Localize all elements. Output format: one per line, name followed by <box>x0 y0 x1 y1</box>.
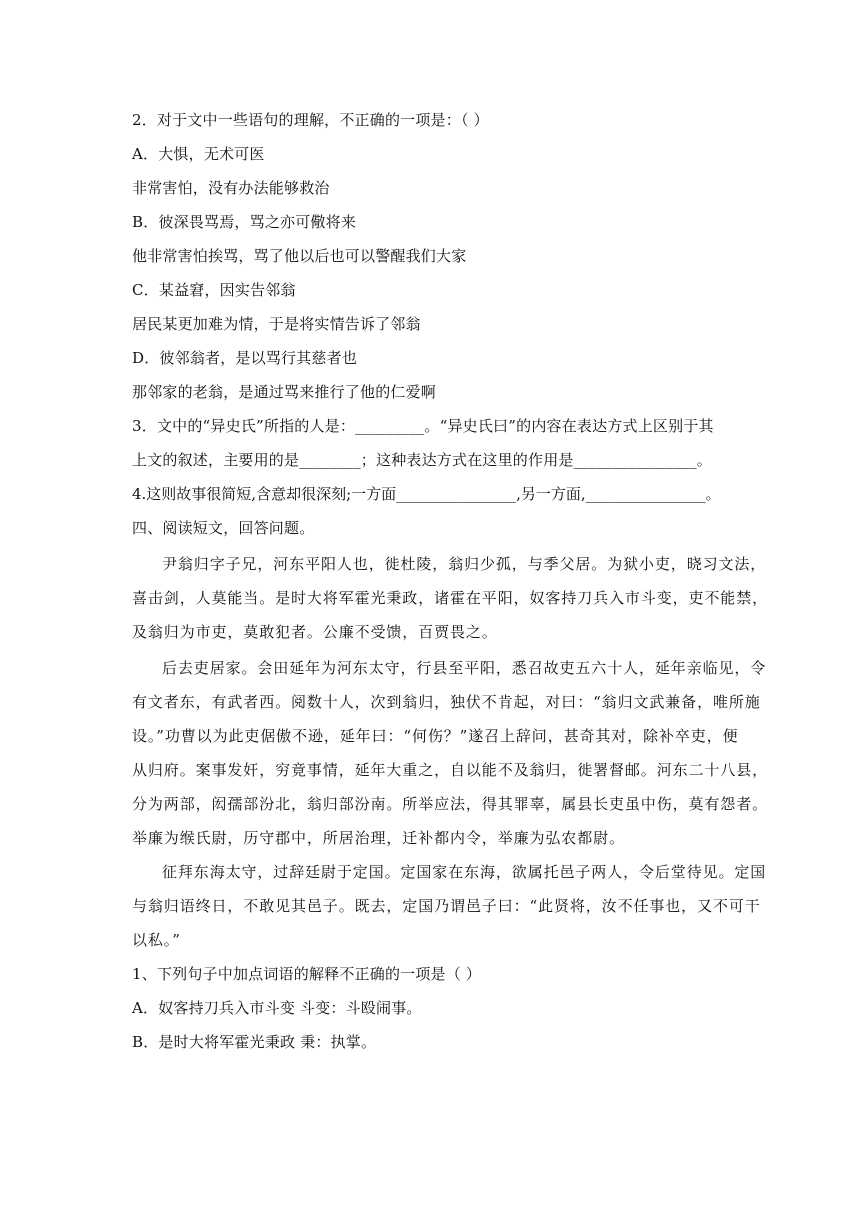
question-2-stem: 2．对于文中一些语句的理解，不正确的一项是：（ ） <box>132 111 489 129</box>
passage-p2-line-2: 有文者东，有武者西。阅数十人，次到翁归，独伏不肯起，对曰：“翁归文武兼备，唯所施 <box>132 693 761 711</box>
option-b: B．彼深畏骂焉，骂之亦可儆将来 <box>132 213 357 231</box>
passage-p2-line-4: 从归府。案事发奸，穷竟事情，延年大重之，自以能不及翁归，徙署督邮。河东二十八县， <box>132 761 769 779</box>
option-c: C．某益窘，因实告邻翁 <box>132 281 296 299</box>
passage-p3-line-1: 征拜东海太守，过辞廷尉于定国。定国家在东海，欲属托邑子两人，令后堂待见。定国 <box>162 863 767 881</box>
passage-p2-line-5: 分为两部，闳孺部汾北，翁归部汾南。所举应法，得其罪辜，属县长吏虽中伤，莫有怨者。 <box>132 795 769 813</box>
option-c-explanation: 居民某更加难为情，于是将实情告诉了邻翁 <box>132 315 421 333</box>
passage-p2-line-6: 举廉为缑氏尉，历守郡中，所居治理，迁补都内令，举廉为弘农都尉。 <box>132 829 625 847</box>
option-d-explanation: 那邻家的老翁，是通过骂来推行了他的仁爱啊 <box>132 383 437 401</box>
passage-p1-line-3: 及翁归为市吏，莫敢犯者。公廉不受馈，百贾畏之。 <box>132 623 498 641</box>
section-4-heading: 四、阅读短文，回答问题。 <box>132 519 315 537</box>
passage-p1-line-2: 喜击剑，人莫能当。是时大将军霍光秉政，诸霍在平阳，奴客持刀兵入市斗变，吏不能禁， <box>132 589 769 607</box>
passage-p2-line-3: 设。”功曹以为此吏倨傲不逊，延年曰：“何伤？”遂召上辞问，甚奇其对，除补卒吏，便 <box>132 727 739 745</box>
passage-p2-line-1: 后去吏居家。会田延年为河东太守，行县至平阳，悉召故吏五六十人，延年亲临见，令 <box>162 659 767 677</box>
question-1-option-a: A．奴客持刀兵入市斗变 斗变：斗殴闹事。 <box>132 999 422 1017</box>
passage-p3-line-2: 与翁归语终日，不敢见其邑子。既去，定国乃谓邑子曰：“此贤将，汝不任事也，又不可干 <box>132 897 761 915</box>
question-3-line-1: 3．文中的“异史氏”所指的人是：_________。“异史氏曰”的内容在表达方式上区别于其 <box>132 417 714 435</box>
question-1-stem: 1、下列句子中加点词语的解释不正确的一项是（ ） <box>132 965 482 983</box>
question-1-option-b: B．是时大将军霍光秉政 秉：执掌。 <box>132 1033 377 1051</box>
option-d: D．彼邻翁者，是以骂行其慈者也 <box>132 349 358 367</box>
passage-p1-line-1: 尹翁归字子兄，河东平阳人也，徙杜陵，翁归少孤，与季父居。为狱小吏，晓习文法， <box>162 555 767 573</box>
option-a-explanation: 非常害怕，没有办法能够救治 <box>132 179 330 197</box>
passage-p3-line-3: 以私。” <box>132 931 181 949</box>
option-b-explanation: 他非常害怕挨骂，骂了他以后也可以警醒我们大家 <box>132 247 467 265</box>
question-3-line-2: 上文的叙述，主要用的是________；这种表达方式在这里的作用是________________。 <box>132 451 713 469</box>
question-4-line-1: 4.这则故事很简短,含意却很深刻;一方面________________,另一方面,________________。 <box>132 485 721 503</box>
option-a: A．大惧，无术可医 <box>132 145 265 163</box>
